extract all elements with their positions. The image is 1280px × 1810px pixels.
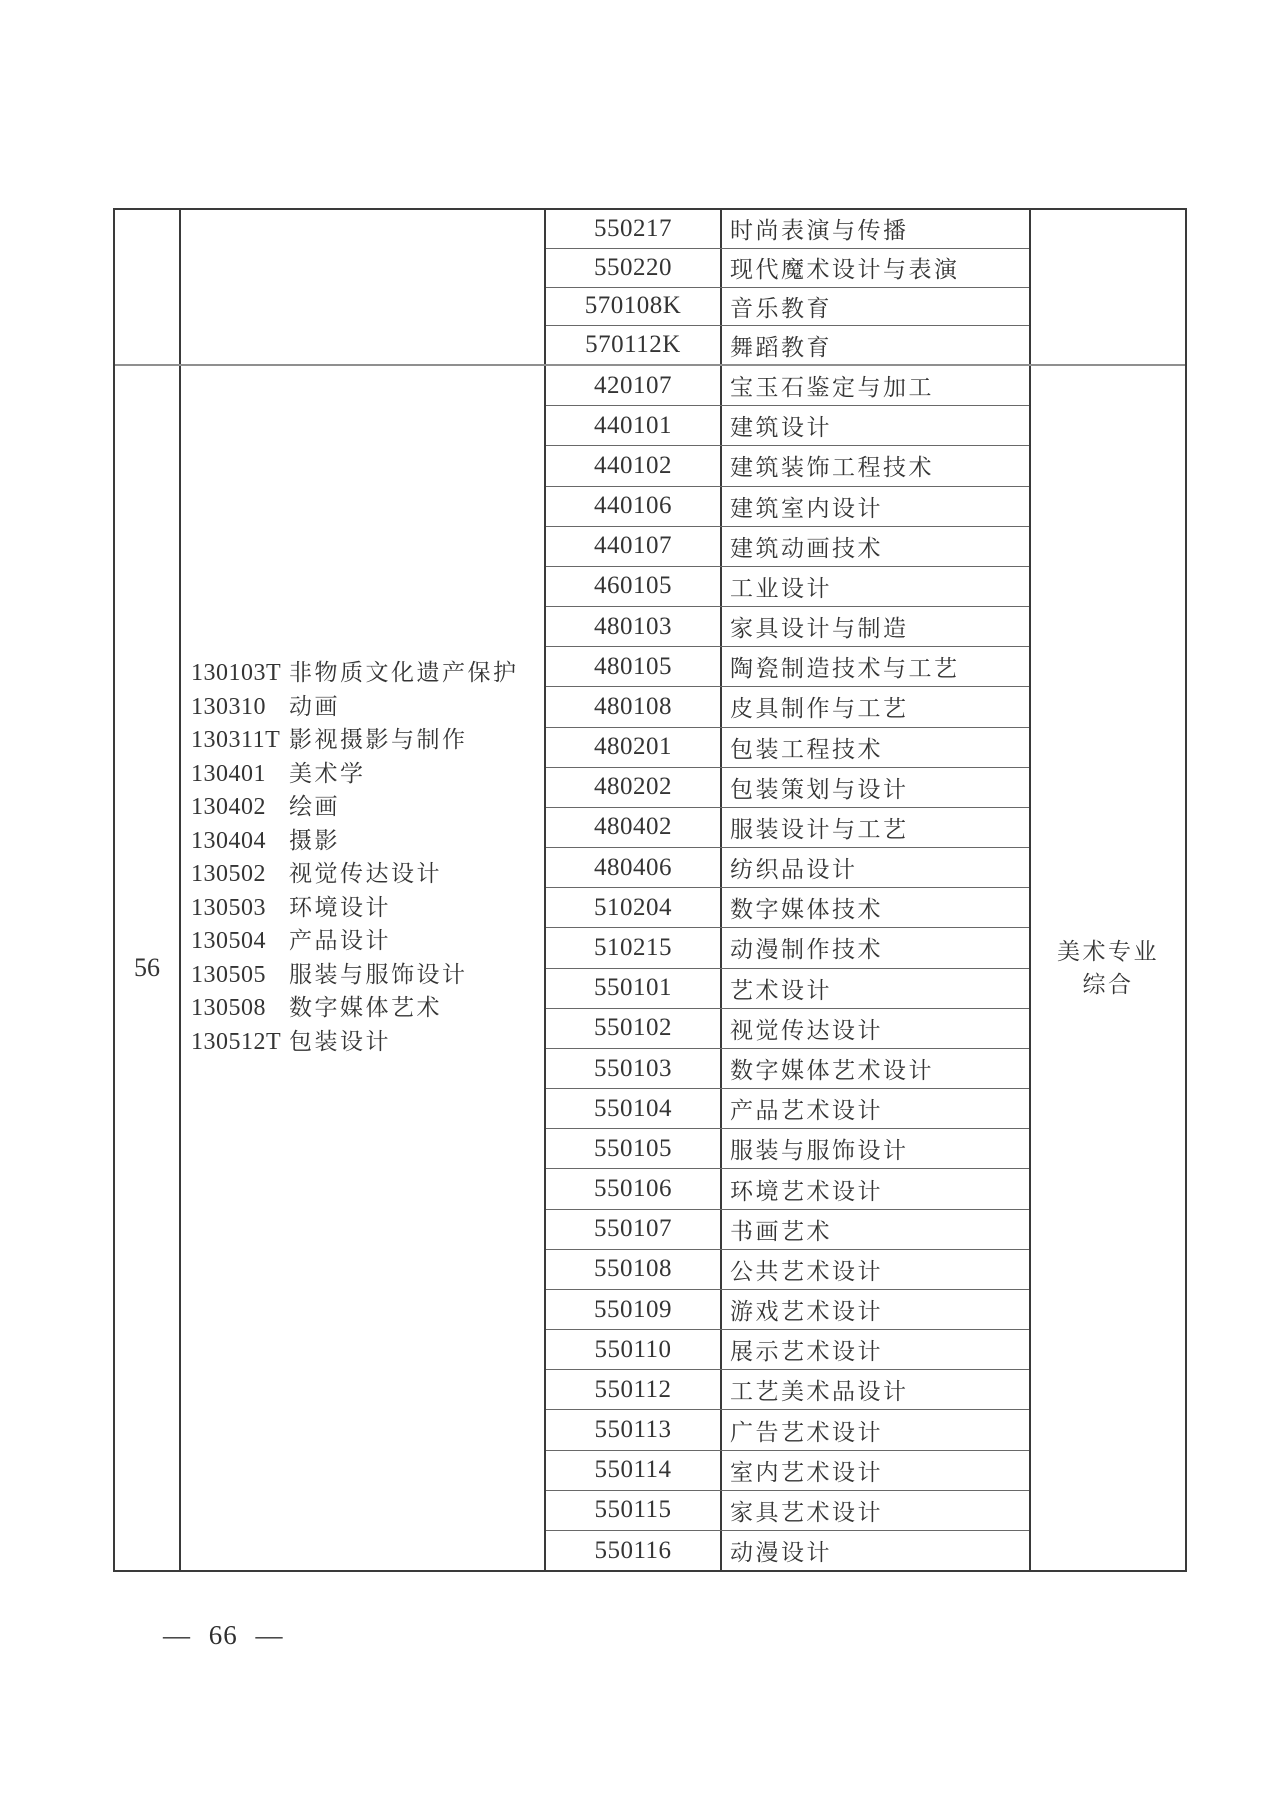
table-row [546,1490,1029,1530]
table-row [546,325,1029,364]
undergraduate-majors-cell [181,210,546,364]
specialty-name-cell: 建筑设计 [730,415,832,441]
specialty-name-cell: 建筑室内设计 [730,495,883,521]
specialty-name-cell: 包装工程技术 [730,736,883,762]
table-row [546,445,1029,485]
specialty-name-cell: 纺织品设计 [730,857,858,883]
table-group-continuation [115,210,1185,366]
table-row [546,248,1029,287]
specialty-code-cell: 550217 [546,210,722,248]
specialty-code-cell: 480406 [546,848,722,887]
specialty-code-cell: 440106 [546,487,722,526]
specialty-code-cell: 570108K [546,288,722,326]
major-name: 绘画 [289,794,340,819]
specialty-code-cell: 480108 [546,687,722,726]
specialty-code-cell: 550112 [546,1370,722,1409]
major-line [191,891,544,925]
major-name: 环境设计 [289,894,391,920]
specialty-code-cell: 550102 [546,1009,722,1048]
specialty-code-cell: 420107 [546,366,722,405]
table-row [546,1369,1029,1409]
table-row [546,1209,1029,1249]
page-number: — 66 — [163,1620,284,1650]
table-row [546,927,1029,967]
specialty-code-cell: 510215 [546,928,722,967]
group-index-cell [115,210,181,364]
specialty-name-cell: 工艺美术品设计 [730,1379,909,1405]
major-code: 130310 [191,693,266,720]
specialty-code-cell: 480202 [546,768,722,807]
specialty-name-cell: 展示艺术设计 [730,1339,883,1365]
table-row [546,1409,1029,1449]
specialty-name-cell: 宝玉石鉴定与加工 [730,375,934,401]
specialty-code-cell: 550106 [546,1169,722,1208]
specialty-name-cell: 动漫设计 [730,1540,832,1566]
specialty-name-cell: 服装与服饰设计 [730,1138,909,1164]
specialty-name-cell: 公共艺术设计 [730,1258,883,1284]
major-code: 130402 [191,794,266,820]
specialty-code-cell: 480105 [546,647,722,686]
specialty-code-cell: 480201 [546,728,722,767]
specialty-name-cell: 数字媒体技术 [730,897,883,923]
table-row [546,1048,1029,1088]
major-line [191,991,544,1025]
major-line [191,690,544,724]
table-row [546,606,1029,646]
specialty-code-cell: 480402 [546,808,722,847]
major-code: 130311T [191,727,281,753]
table-row [546,486,1029,526]
specialty-name-cell: 包装策划与设计 [730,776,909,802]
specialty-code-cell: 550105 [546,1129,722,1168]
table-row [546,887,1029,927]
table-group-56 [115,366,1185,1570]
table-row [546,767,1029,807]
specialty-name-cell: 陶瓷制造技术与工艺 [730,656,960,682]
specialty-code-cell: 550107 [546,1210,722,1249]
specialty-name-cell: 舞蹈教育 [730,334,832,360]
major-line [191,1025,544,1059]
specialty-code-cell: 440101 [546,406,722,445]
table-row [546,1329,1029,1369]
specialty-code-cell: 440107 [546,527,722,566]
table-row [546,1088,1029,1128]
major-name: 包装设计 [289,1028,391,1054]
major-line [191,924,544,958]
specialty-code-cell: 550104 [546,1089,722,1128]
table-row [546,566,1029,606]
specialty-name-cell: 艺术设计 [730,977,832,1003]
major-name: 非物质文化遗产保护 [289,660,519,685]
table-row [546,1249,1029,1289]
specialty-code-cell: 440102 [546,446,722,485]
specialty-name-cell: 工业设计 [730,575,832,601]
table-row [546,405,1029,445]
major-line [191,857,544,891]
major-code: 130502 [191,861,266,887]
specialty-name-cell: 家具艺术设计 [730,1499,883,1525]
table-row [546,847,1029,887]
group-index: 56 [134,953,160,982]
specialty-name-cell: 书画艺术 [730,1218,832,1244]
specialty-name-cell: 游戏艺术设计 [730,1299,883,1325]
table-row [546,210,1029,248]
major-line [191,824,544,858]
specialty-name-cell: 家具设计与制造 [730,616,909,642]
specialty-code-cell: 550116 [546,1531,722,1570]
major-code: 130504 [191,928,266,954]
major-line [191,757,544,791]
specialty-name-cell: 数字媒体艺术设计 [730,1058,934,1083]
specialty-name-cell: 音乐教育 [730,295,832,321]
table-row [546,526,1029,566]
major-name: 动画 [289,693,340,719]
specialty-code-cell: 550115 [546,1491,722,1530]
specialty-name-cell: 建筑装饰工程技术 [730,455,934,481]
exam-category-cell [1031,210,1185,364]
major-name: 影视摄影与制作 [289,727,468,752]
undergraduate-majors-cell [181,366,546,1570]
major-code: 130508 [191,995,266,1021]
majors-table [113,208,1187,1572]
specialty-name-cell: 皮具制作与工艺 [730,696,909,722]
specialty-code-cell: 510204 [546,888,722,927]
table-row [546,1450,1029,1490]
specialty-code-cell: 550101 [546,969,722,1008]
specialty-name-cell: 室内艺术设计 [730,1459,883,1485]
table-row [546,1289,1029,1329]
specialty-code-cell: 550108 [546,1250,722,1289]
table-row [546,646,1029,686]
major-code: 130103T [191,660,282,686]
major-line [191,656,544,690]
table-row [546,968,1029,1008]
specialty-code-cell: 550114 [546,1451,722,1490]
table-row [546,287,1029,326]
specialty-code-cell: 550109 [546,1290,722,1329]
major-code: 130503 [191,894,266,921]
specialty-name-cell: 产品艺术设计 [730,1098,883,1124]
table-row [546,1530,1029,1570]
table-row [546,686,1029,726]
specialty-code-cell: 550220 [546,249,722,287]
table-row [546,807,1029,847]
specialty-rows [546,366,1031,1570]
major-code: 130505 [191,961,266,988]
specialty-name-cell: 环境艺术设计 [730,1178,883,1204]
major-line [191,790,544,824]
specialty-name-cell: 动漫制作技术 [730,937,883,963]
specialty-name-cell: 建筑动画技术 [730,535,883,561]
specialty-name-cell: 服装设计与工艺 [730,816,909,842]
major-name: 产品设计 [289,928,391,953]
major-name: 摄影 [289,827,340,853]
specialty-code-cell: 480103 [546,607,722,646]
specialty-rows [546,210,1031,364]
table-row [546,1168,1029,1208]
table-row [546,1128,1029,1168]
major-line [191,723,544,757]
specialty-name-cell: 时尚表演与传播 [730,218,909,244]
specialty-code-cell: 460105 [546,567,722,606]
table-row [546,366,1029,405]
table-row [546,727,1029,767]
major-name: 服装与服饰设计 [289,961,468,987]
major-line [191,958,544,992]
major-name: 美术学 [289,760,366,786]
specialty-code-cell: 550110 [546,1330,722,1369]
specialty-name-cell: 广告艺术设计 [730,1419,883,1445]
group-index-cell [115,366,181,1570]
specialty-code-cell: 550103 [546,1049,722,1088]
major-name: 数字媒体艺术 [289,995,442,1020]
major-code: 130404 [191,827,266,854]
major-code: 130512T [191,1028,282,1055]
exam-category: 美术专业综合 [1057,939,1159,997]
major-code: 130401 [191,760,266,787]
specialty-code-cell: 570112K [546,326,722,364]
exam-category-cell [1031,366,1185,1570]
major-name: 视觉传达设计 [289,861,442,886]
specialty-code-cell: 550113 [546,1410,722,1449]
specialty-name-cell: 视觉传达设计 [730,1017,883,1043]
table-row [546,1008,1029,1048]
specialty-name-cell: 现代魔术设计与表演 [730,257,960,283]
